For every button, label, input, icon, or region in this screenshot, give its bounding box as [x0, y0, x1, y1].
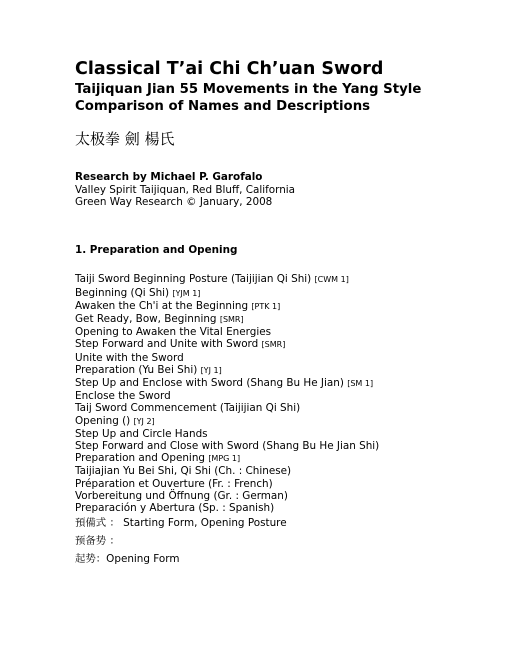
- chinese-name-line: 預備式 ： Starting Form, Opening Posture: [75, 517, 287, 530]
- movement-name-text: Taiji Sword Beginning Posture (Taijijian Qi Shi): [75, 273, 315, 286]
- movement-name-text: Préparation et Ouverture (Fr. : French): [75, 477, 273, 490]
- source-reference: [PTK 1]: [251, 301, 281, 311]
- source-reference: [YJM 1]: [172, 288, 201, 298]
- movement-name-list: [75, 273, 495, 514]
- movement-name-text: Get Ready, Bow, Beginning: [75, 313, 220, 326]
- chinese-name-line: 起势：Opening Form: [75, 553, 180, 566]
- source-reference: [YJ 1]: [200, 365, 222, 375]
- source-reference: [YJ 2]: [133, 416, 155, 426]
- movement-name-text: Taij Sword Commencement (Taijijian Qi Shi): [75, 402, 301, 415]
- movement-name-text: Awaken the Ch'i at the Beginning: [75, 299, 252, 312]
- movement-name-text: Opening (): [75, 414, 134, 427]
- movement-name-text: Opening to Awaken the Vital Energies: [75, 326, 272, 339]
- movement-name-line: [75, 490, 495, 502]
- movement-name-text: Preparation and Opening: [75, 452, 209, 465]
- movement-name-text: Preparación y Abertura (Sp. : Spanish): [75, 502, 275, 515]
- movement-name-text: Preparation (Yu Bei Shi): [75, 363, 201, 376]
- section-heading: 1. Preparation and Opening: [75, 244, 238, 257]
- movement-name-line: [75, 352, 495, 364]
- document-subtitle-line-1: Taijiquan Jian 55 Movements in the Yang Style: [75, 82, 422, 97]
- movement-name-text: Enclose the Sword: [75, 390, 171, 403]
- chinese-title: 太极拳 劍 楊氏: [75, 130, 175, 148]
- research-affiliation: Valley Spirit Taijiquan, Red Bluff, California: [75, 184, 296, 196]
- movement-name-line: [75, 452, 495, 465]
- movement-name-text: Taijiajian Yu Bei Shi, Qi Shi (Ch. : Chinese): [75, 465, 292, 478]
- movement-name-text: Step Up and Enclose with Sword (Shang Bu He Jian): [75, 377, 348, 390]
- movement-name-text: Step Forward and Close with Sword (Shang Bu He Jian Shi): [75, 440, 380, 453]
- movement-name-line: [75, 390, 495, 402]
- movement-name-line: [75, 478, 495, 490]
- movement-name-text: Step Forward and Unite with Sword: [75, 338, 262, 351]
- source-reference: [MPG 1]: [208, 454, 241, 464]
- movement-name-text: Unite with the Sword: [75, 351, 184, 364]
- movement-name-line: [75, 364, 495, 377]
- movement-name-line: [75, 300, 495, 313]
- movement-name-line: [75, 338, 495, 351]
- research-heading: Research by Michael P. Garofalo: [75, 171, 263, 183]
- movement-name-line: [75, 415, 495, 428]
- movement-name-line: [75, 428, 495, 440]
- movement-name-line: [75, 465, 495, 477]
- movement-name-line: [75, 313, 495, 326]
- source-reference: [SMR]: [219, 315, 244, 325]
- document-page: [75, 58, 495, 568]
- research-date: Green Way Research © January, 2008: [75, 196, 273, 209]
- movement-name-line: [75, 287, 495, 300]
- source-reference: [SMR]: [261, 340, 286, 350]
- source-reference: [CWM 1]: [314, 275, 349, 285]
- document-title: Classical T’ai Chi Ch’uan Sword: [75, 59, 384, 79]
- movement-name-text: Step Up and Circle Hands: [75, 427, 208, 440]
- source-reference: [SM 1]: [347, 379, 374, 389]
- chinese-name-line: 预备势 ：: [75, 535, 120, 548]
- movement-name-line: [75, 502, 495, 514]
- document-subtitle-line-2: Comparison of Names and Descriptions: [75, 98, 371, 114]
- movement-name-text: Vorbereitung und Öffnung (Gr. : German): [75, 489, 288, 502]
- movement-name-line: [75, 273, 495, 286]
- movement-name-line: [75, 326, 495, 338]
- movement-name-line: [75, 377, 495, 390]
- movement-name-text: Beginning (Qi Shi): [75, 286, 173, 299]
- movement-name-line: [75, 440, 495, 452]
- chinese-name-list: [75, 514, 495, 568]
- movement-name-line: [75, 402, 495, 414]
